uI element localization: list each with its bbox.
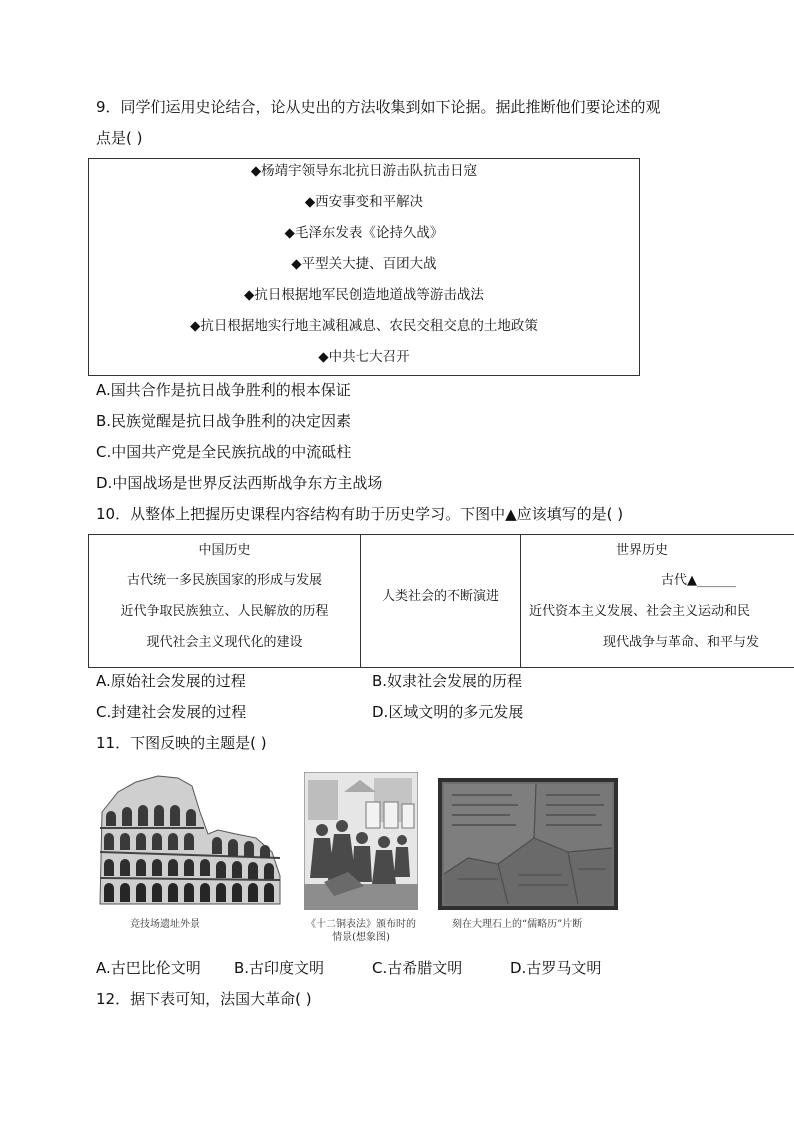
colosseum-caption: 竞技场遗址外景 — [130, 919, 200, 930]
q9-option-d[interactable]: D.中国战场是世界反法西斯战争东方主战场 — [96, 474, 383, 492]
twelve-tables-caption-line2: 情景(想象图) — [332, 932, 390, 943]
china-history-item: 古代统一多民族国家的形成与发展 — [126, 573, 322, 588]
q12-stem: 12．据下表可知，法国大革命( ) — [96, 990, 312, 1008]
middle-cell — [361, 535, 521, 667]
colosseum-image — [96, 772, 284, 908]
q11-option-a[interactable]: A.古巴比伦文明 — [96, 959, 201, 977]
evidence-item: ◆中共七大召开 — [318, 349, 410, 365]
q10-option-a[interactable]: A.原始社会发展的过程 — [96, 672, 246, 690]
world-history-item: 古代▲______ — [661, 573, 736, 588]
q11-option-c[interactable]: C.古希腊文明 — [372, 959, 463, 977]
world-history-item: 近代资本主义发展、社会主义运动和民 — [529, 604, 751, 619]
q11-stem: 11．下图反映的主题是( ) — [96, 734, 267, 752]
q9-stem-line2: 点是( ) — [96, 129, 143, 147]
evidence-item: ◆西安事变和平解决 — [304, 194, 424, 210]
q9-evidence-box — [88, 158, 640, 376]
q10-structure-table — [88, 534, 794, 668]
julian-calendar-image — [438, 778, 618, 910]
evidence-item: ◆平型关大捷、百团大战 — [291, 256, 437, 272]
q11-option-d[interactable]: D.古罗马文明 — [510, 959, 602, 977]
julian-calendar-caption: 刻在大理石上的“儒略历”片断 — [452, 919, 583, 930]
q11-option-b[interactable]: B.古印度文明 — [234, 959, 325, 977]
q9-option-a[interactable]: A.国共合作是抗日战争胜利的根本保证 — [96, 381, 351, 399]
middle-label: 人类社会的不断演进 — [381, 589, 499, 604]
evidence-item: ◆毛泽东发表《论持久战》 — [284, 225, 444, 241]
china-history-item: 近代争取民族独立、人民解放的历程 — [120, 604, 329, 619]
q10-option-d[interactable]: D.区域文明的多元发展 — [372, 703, 524, 721]
world-history-item: 现代战争与革命、和平与发 — [603, 635, 760, 650]
twelve-tables-image — [304, 772, 418, 910]
twelve-tables-caption-line1: 《十二铜表法》颁布时的 — [306, 919, 416, 930]
world-history-cell — [521, 535, 794, 667]
evidence-item: ◆杨靖宇领导东北抗日游击队抗击日寇 — [250, 163, 478, 179]
q9-option-c[interactable]: C.中国共产党是全民族抗战的中流砥柱 — [96, 443, 352, 461]
q9-option-b[interactable]: B.民族觉醒是抗日战争胜利的决定因素 — [96, 412, 352, 430]
evidence-item: ◆抗日根据地军民创造地道战等游击战法 — [244, 287, 484, 303]
q9-stem-line1: 9．同学们运用史论结合，论从史出的方法收集到如下论据。据此推断他们要论述的观 — [96, 98, 661, 116]
china-history-title: 中国历史 — [198, 543, 251, 558]
evidence-item: ◆抗日根据地实行地主减租减息、农民交租交息的土地政策 — [190, 318, 538, 334]
q10-stem: 10．从整体上把握历史课程内容结构有助于历史学习。下图中▲应该填写的是( ) — [96, 505, 624, 523]
china-history-cell — [89, 535, 361, 667]
world-history-title: 世界历史 — [616, 543, 669, 558]
q10-option-b[interactable]: B.奴隶社会发展的历程 — [372, 672, 523, 690]
china-history-item: 现代社会主义现代化的建设 — [146, 635, 303, 650]
q10-option-c[interactable]: C.封建社会发展的过程 — [96, 703, 247, 721]
